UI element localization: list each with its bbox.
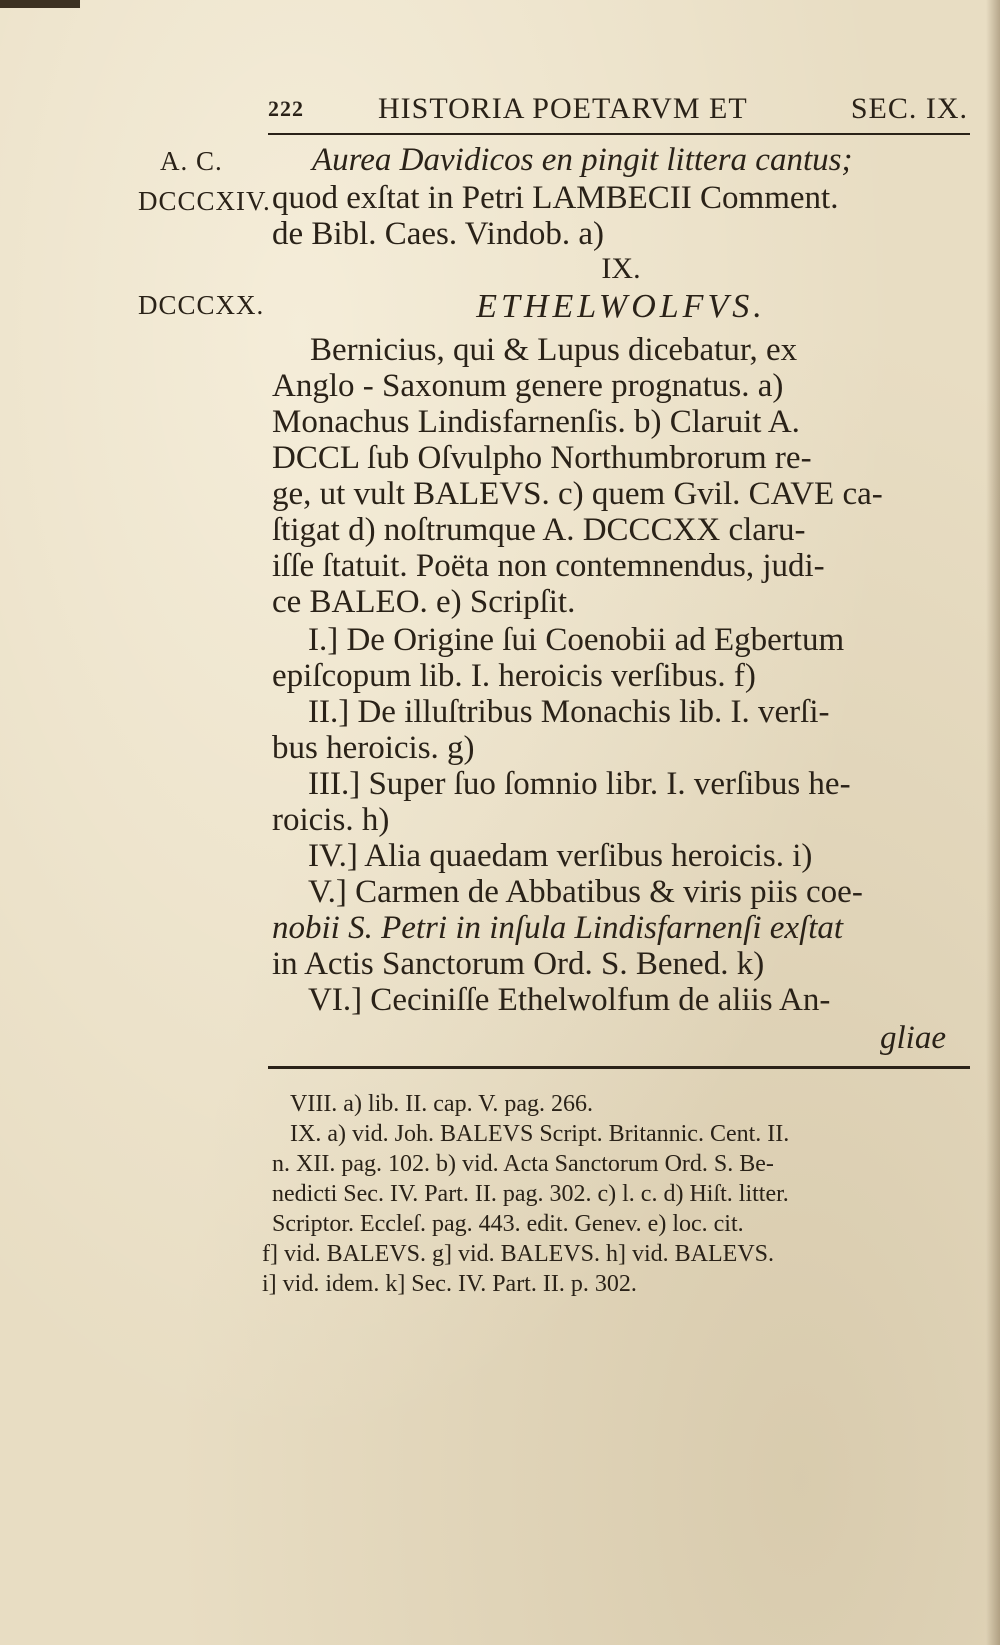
text-line: iſſe ſtatuit. Poëta non contemnendus, judi-: [272, 548, 825, 584]
text-line: ce BALEO. e) Scripſit.: [272, 584, 576, 620]
text-line: DCCL ſub Oſvulpho Northumbrorum re-: [272, 440, 812, 476]
text-line: quod exſtat in Petri LAMBECII Comment.: [272, 180, 839, 216]
section-label: SEC. IX.: [850, 92, 968, 125]
page-gutter-shadow: [986, 0, 1000, 1645]
text-line: de Bibl. Caes. Vindob. a): [272, 216, 604, 252]
text-line: bus heroicis. g): [272, 730, 475, 766]
footnote-line: VIII. a) lib. II. cap. V. pag. 266.: [290, 1091, 594, 1117]
running-title: HISTORIA POETARVM ET: [378, 92, 748, 125]
poet-heading: ETHELWOLFVS.: [476, 288, 766, 325]
work-entry-4: IV.] Alia quaedam verſibus heroicis. i): [308, 838, 813, 874]
verse-line: Aurea Davidicos en pingit littera cantus;: [312, 142, 853, 178]
work-entry-6: VI.] Ceciniſſe Ethelwolfum de aliis An-: [308, 982, 831, 1018]
catchword: gliae: [880, 1020, 946, 1056]
margin-era: A. C.: [160, 146, 223, 176]
text-line: Anglo - Saxonum genere prognatus. a): [272, 368, 784, 404]
text-line: roicis. h): [272, 802, 390, 838]
work-entry-1: I.] De Origine ſui Coenobii ad Egbertum: [308, 622, 845, 658]
footnote-line: IX. a) vid. Joh. BALEVS Script. Britannic. Cent. II.: [290, 1121, 790, 1147]
text-line: ge, ut vult BALEVS. c) quem Gvil. CAVE ca-: [272, 476, 883, 512]
page-edge-shadow: [0, 0, 80, 8]
margin-year-814: DCCCXIV.: [138, 186, 271, 216]
section-numeral: IX.: [601, 252, 641, 285]
text-line: epiſcopum lib. I. heroicis verſibus. f): [272, 658, 756, 694]
work-entry-2: II.] De illuſtribus Monachis lib. I. verſi-: [308, 694, 830, 730]
text-line: in Actis Sanctorum Ord. S. Bened. k): [272, 946, 765, 982]
work-entry-5: V.] Carmen de Abbatibus & viris piis coe-: [308, 874, 863, 910]
footnote-line: f] vid. BALEVS. g] vid. BALEVS. h] vid. BALEVS.: [262, 1241, 774, 1267]
text-line: Bernicius, qui & Lupus dicebatur, ex: [310, 332, 798, 368]
text-line: Monachus Lindisfarnenſis. b) Claruit A.: [272, 404, 800, 440]
margin-year-820: DCCCXX.: [138, 290, 265, 320]
footnote-line: Scriptor. Eccleſ. pag. 443. edit. Genev. e) loc. cit.: [272, 1211, 744, 1237]
running-header: [268, 92, 968, 132]
text-line: ſtigat d) noſtrumque A. DCCCXX claru-: [272, 512, 806, 548]
footnote-line: n. XII. pag. 102. b) vid. Acta Sanctorum Ord. S. Be-: [272, 1151, 774, 1177]
work-entry-3: III.] Super ſuo ſomnio libr. I. verſibus he-: [308, 766, 851, 802]
footnote-line: nedicti Sec. IV. Part. II. pag. 302. c) l. c. d) Hiſt. litter.: [272, 1181, 789, 1207]
footnote-rule: [268, 1066, 970, 1069]
text-line: nobii S. Petri in inſula Lindisfarnenſi exſtat: [272, 910, 844, 946]
page-number: 222: [268, 96, 304, 121]
header-rule: [268, 133, 970, 135]
footnote-line: i] vid. idem. k] Sec. IV. Part. II. p. 302.: [262, 1271, 637, 1297]
